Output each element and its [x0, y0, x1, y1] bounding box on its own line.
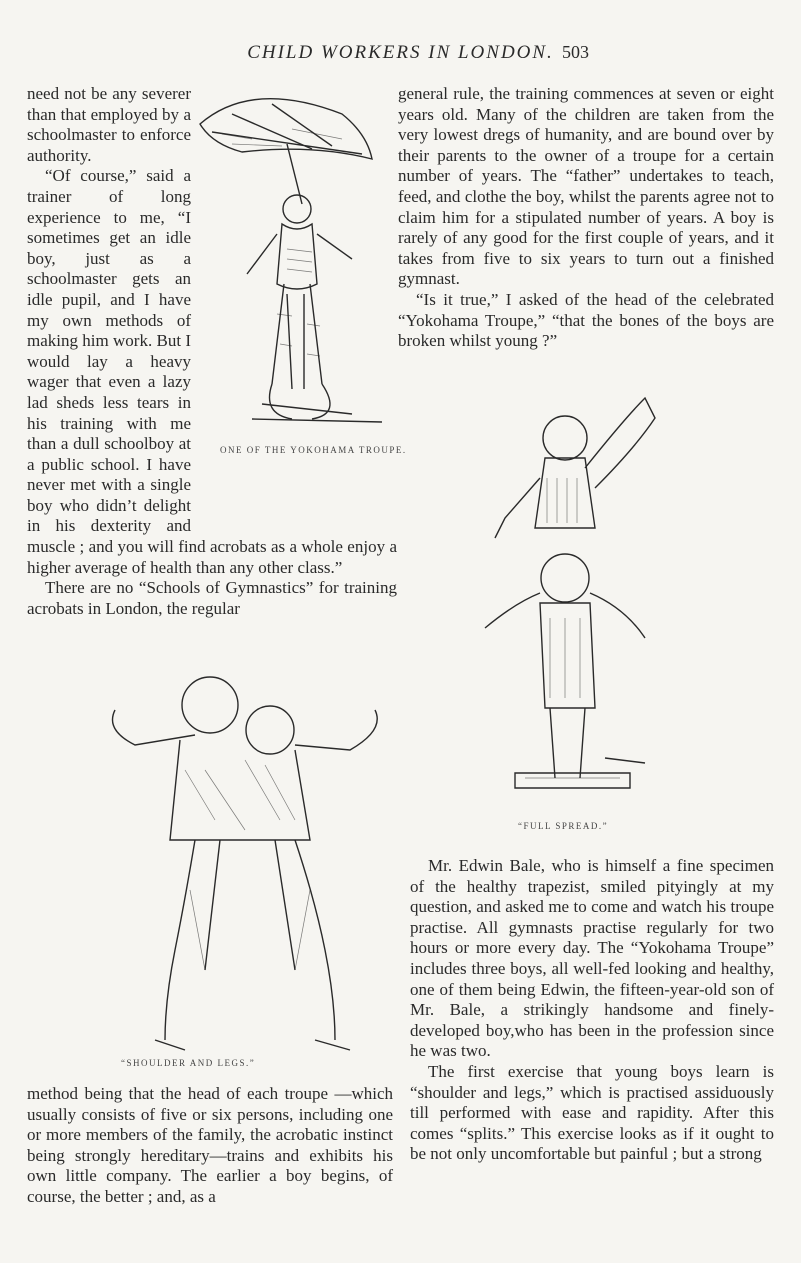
figure-caption: “FULL SPREAD.” [518, 821, 609, 831]
paragraph: Mr. Edwin Bale, who is himself a fine specimen of the healthy trapezist, smiled pityingly at my question, and asked me to come and watch his troupe practise. All gymnasts practise regularly for two hours or more every day. The “Yokohama Troupe” includes three boys, all well-fed looking and healthy, one of them being Edwin, the fifteen-year-old son of Mr. Bale, a strikingly handsome and finely-developed boy,who has been in the profession since he was two. [410, 856, 774, 1061]
paragraph: method being that the head of each troupe —which usually consists of five or six persons, including one or more members of the family, the acrobatic instinct being strongly hereditary—trains and exhibits his own little company. The earlier a boy begins, of course, the better ; and, as a [27, 1084, 393, 1206]
figure-caption: “SHOULDER AND LEGS.” [121, 1058, 256, 1068]
paragraph: “Is it true,” I asked of the head of the celebrated “Yokohama Troupe,” “that the bones of the boys are broken whilst young ?” [398, 289, 774, 351]
page-number: 503 [562, 42, 589, 62]
running-header: CHILD WORKERS IN LONDON. [247, 42, 554, 63]
illustration-shoulder-and-legs [95, 670, 395, 1060]
paragraph: need not be any severer than that employed by a schoolmaster to enforce authority. [27, 84, 191, 165]
illustration-yokohama-troupe [192, 84, 392, 439]
right-column-bottom-text [410, 856, 774, 1165]
right-column-top-text [398, 84, 774, 352]
paragraph: There are no “Schools of Gymnastics” for training acrobats in London, the regular [27, 578, 397, 618]
figure-caption: ONE OF THE YOKOHAMA TROUPE. [220, 445, 407, 455]
left-column-bottom-text [27, 1084, 393, 1208]
paragraph: “Of course,” said a trainer of long experience to me, “I sometimes get an idle boy, just as a schoolmaster gets an idle pupil, and I have my own methods of making him work. But I would lay a heavy wager that even a lazy lad sheds less tears in his training with me than a dull schoolboy at a public school. I have never met with a single boy who didn’t delight in his dexterity and muscle ; and you will find acrobats as a whole enjoy a higher average of health than any other class.” [27, 166, 397, 577]
paragraph: general rule, the training commences at seven or eight years old. Many of the children are taken from the very lowest dregs of humanity, and are bound over by their parents to the owner of a troupe for a certain number of years. The “father” undertakes to teach, feed, and clothe the boy, whilst the parents agree not to claim him for a stipulated number of years. A boy is rarely of any good for the first couple of years, and it takes from five to six years to turn out a finished gymnast. [398, 84, 774, 289]
illustration-full-spread [455, 378, 775, 798]
paragraph: The first exercise that young boys learn is “shoulder and legs,” which is practised assiduously till performed with ease and rapidity. After this comes “splits.” This exercise looks as if it ought to be not only uncomfortable but painful ; but a strong [410, 1061, 774, 1164]
